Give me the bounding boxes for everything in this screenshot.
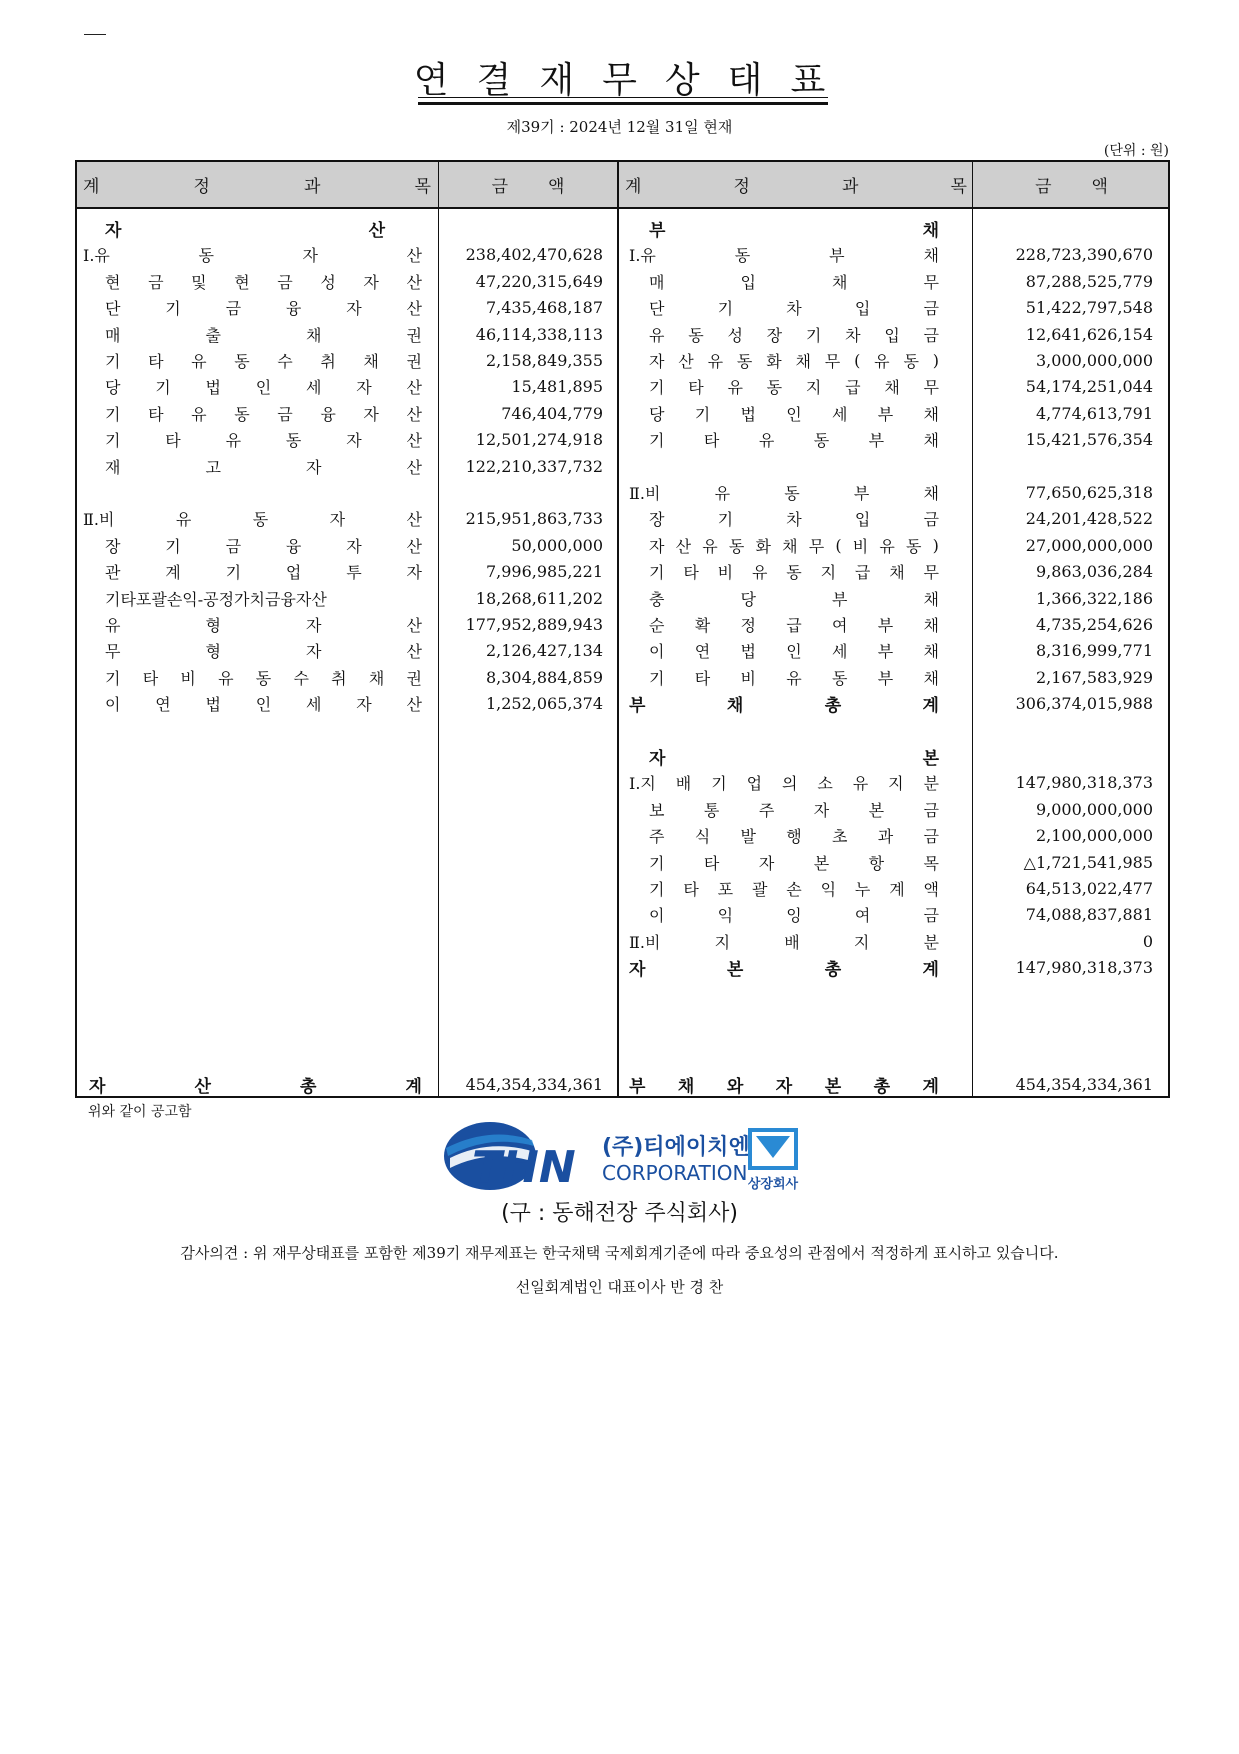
header-char: 계 bbox=[625, 176, 642, 197]
account-label bbox=[649, 452, 939, 481]
title-underline bbox=[418, 97, 828, 98]
account-label: 기 타 자 본 항 목 bbox=[649, 853, 939, 873]
account-label: 주 식 발 행 초 과 금 bbox=[649, 827, 939, 847]
account-label: 현 금 및 현 금 성 자 산 bbox=[105, 272, 422, 292]
document-title bbox=[0, 52, 1239, 103]
amount-value: 46,114,338,113 bbox=[475, 324, 603, 344]
account-label: 당 기 법 인 세 자 산 bbox=[105, 378, 422, 398]
account-label: 기 타 유 동 수 취 채 권 bbox=[105, 352, 422, 371]
amount-value: 47,220,315,649 bbox=[475, 271, 603, 291]
total-liabilities-equity-value: 454,354,334,361 bbox=[1015, 1075, 1153, 1094]
listed-badge-text: 상장회사 bbox=[747, 1177, 799, 1192]
footnote: 위와 같이 공고함 bbox=[88, 1104, 192, 1120]
account-label bbox=[649, 716, 939, 745]
amount-value: 1,366,322,186 bbox=[1035, 588, 1153, 608]
corner-mark bbox=[84, 34, 106, 35]
title-char: 재 bbox=[539, 60, 575, 101]
account-label: 유 형 자 산 bbox=[105, 616, 422, 635]
amount-value: 15,481,895 bbox=[511, 377, 603, 397]
amount-value: 8,304,884,859 bbox=[485, 667, 603, 687]
amount-value: 2,126,427,134 bbox=[485, 641, 603, 661]
header-char: 액 bbox=[548, 176, 565, 197]
account-label: Ⅱ.비 유 동 자 산 bbox=[83, 510, 422, 530]
company-logo bbox=[440, 1118, 810, 1198]
header-account-right bbox=[623, 162, 969, 206]
account-label: 부 채 총 계 bbox=[629, 696, 939, 717]
column-divider bbox=[438, 162, 439, 1096]
account-label: 자 본 총 계 bbox=[629, 960, 939, 981]
header-char: 목 bbox=[414, 176, 431, 197]
account-label: 이 익 잉 여 금 bbox=[649, 906, 939, 926]
account-label: 재 고 자 산 bbox=[105, 457, 422, 477]
header-account-left bbox=[81, 162, 433, 206]
title-char: 태 bbox=[727, 60, 763, 101]
account-label: Ⅰ.유 동 부 채 bbox=[629, 246, 939, 266]
account-label: 기 타 포 괄 손 익 누 계 액 bbox=[649, 880, 939, 899]
total-liabilities-equity-label: 부 채 와 자 본 총 계 bbox=[629, 1077, 939, 1097]
account-label: 매 입 채 무 bbox=[649, 272, 939, 292]
amount-value: 27,000,000,000 bbox=[1025, 535, 1153, 555]
total-assets-value: 454,354,334,361 bbox=[465, 1075, 603, 1094]
amount-value: 7,996,985,221 bbox=[485, 562, 603, 582]
account-label: 단 기 차 입 금 bbox=[649, 299, 939, 319]
amount-value: 8,316,999,771 bbox=[1035, 641, 1153, 661]
amount-value: 2,167,583,929 bbox=[1035, 667, 1153, 687]
amount-value: 51,422,797,548 bbox=[1025, 298, 1153, 318]
account-label: 기 타 유 동 자 산 bbox=[105, 431, 422, 451]
amount-value: 746,404,779 bbox=[501, 403, 603, 423]
title-char: 결 bbox=[476, 60, 512, 101]
account-label: 자 본 bbox=[649, 749, 939, 769]
amount-value bbox=[441, 214, 603, 243]
account-label: 기타포괄손익-공정가치금융자산 bbox=[105, 589, 327, 609]
account-label: 장 기 금 융 자 산 bbox=[105, 536, 422, 556]
account-label: 순 확 정 급 여 부 채 bbox=[649, 616, 939, 635]
amount-value: 24,201,428,522 bbox=[1025, 509, 1153, 529]
logo-english-name: CORPORATION bbox=[602, 1161, 748, 1185]
auditor-signature: 선일회계법인 대표이사 반 경 찬 bbox=[515, 1278, 724, 1296]
amount-value: 2,100,000,000 bbox=[1035, 826, 1153, 846]
amount-value bbox=[977, 214, 1153, 243]
amount-value: 122,210,337,732 bbox=[465, 456, 603, 476]
account-label: 이 연 법 인 세 자 산 bbox=[105, 695, 422, 715]
amount-value bbox=[977, 452, 1153, 481]
account-label: 당 기 법 인 세 부 채 bbox=[649, 404, 939, 424]
account-label: Ⅱ.비 유 동 부 채 bbox=[629, 484, 939, 503]
amount-value: 9,000,000,000 bbox=[1035, 799, 1153, 819]
account-label: 기 타 유 동 금 융 자 산 bbox=[105, 404, 422, 424]
account-label: 유 동 성 장 기 차 입 금 bbox=[649, 325, 939, 345]
amount-value: 3,000,000,000 bbox=[1035, 351, 1153, 370]
header-amount-right bbox=[974, 162, 1169, 206]
amount-value: 1,252,065,374 bbox=[485, 694, 603, 714]
amount-value: 238,402,470,628 bbox=[465, 245, 603, 265]
amount-value: 228,723,390,670 bbox=[1015, 245, 1153, 265]
title-char: 표 bbox=[790, 60, 826, 101]
amount-value: 77,650,625,318 bbox=[1025, 483, 1153, 502]
header-char: 액 bbox=[1091, 176, 1108, 197]
account-label: 관 계 기 업 투 자 bbox=[105, 563, 422, 583]
amount-value bbox=[977, 716, 1153, 745]
account-label: 기 타 비 유 동 부 채 bbox=[649, 668, 939, 688]
amount-value: 18,268,611,202 bbox=[475, 588, 603, 608]
amount-value: 50,000,000 bbox=[511, 535, 603, 555]
title-char: 무 bbox=[602, 60, 637, 101]
column-divider bbox=[972, 162, 973, 1096]
amount-value: 64,513,022,477 bbox=[1025, 879, 1153, 898]
account-label bbox=[105, 478, 422, 507]
account-label: 자 산 bbox=[105, 221, 385, 241]
total-assets-label: 자 산 총 계 bbox=[89, 1077, 422, 1097]
header-char: 금 bbox=[491, 176, 508, 197]
header-char: 과 bbox=[842, 176, 859, 197]
amount-value: 4,774,613,791 bbox=[1035, 403, 1153, 423]
header-char: 정 bbox=[733, 176, 750, 197]
amount-value: 7,435,468,187 bbox=[485, 298, 603, 318]
amount-value: 177,952,889,943 bbox=[465, 615, 603, 634]
amount-value: 12,501,274,918 bbox=[475, 430, 603, 450]
logo-mark-text: THN bbox=[472, 1142, 576, 1193]
title-char: 상 bbox=[664, 60, 700, 101]
header-char: 계 bbox=[83, 176, 100, 197]
account-label: 매 출 채 권 bbox=[105, 325, 422, 345]
account-label: 자 산 유 동 화 채 무 ( 유 동 ) bbox=[649, 351, 939, 371]
title-char: 연 bbox=[413, 60, 449, 101]
account-label: Ⅰ.지 배 기 업 의 소 유 지 분 bbox=[629, 774, 939, 794]
amount-value: 306,374,015,988 bbox=[1015, 694, 1153, 714]
header-char: 정 bbox=[193, 176, 210, 197]
account-label: 단 기 금 융 자 산 bbox=[105, 299, 422, 319]
amount-value: 15,421,576,354 bbox=[1025, 430, 1153, 450]
header-char: 목 bbox=[950, 176, 967, 197]
account-label: 기 타 유 동 지 급 채 무 bbox=[649, 378, 939, 398]
account-label: 장 기 차 입 금 bbox=[649, 510, 939, 530]
account-label: 무 형 자 산 bbox=[105, 642, 422, 662]
reporting-period: 제39기 : 2024년 12월 31일 현재 bbox=[506, 118, 733, 136]
amount-value bbox=[441, 478, 603, 507]
account-label: 기 타 비 유 동 수 취 채 권 bbox=[105, 668, 422, 688]
account-label: 자 산 유 동 화 채 무 ( 비 유 동 ) bbox=[649, 535, 939, 556]
amount-value: 87,288,525,779 bbox=[1025, 271, 1153, 291]
amount-value bbox=[977, 742, 1153, 771]
former-company-name: (구 : 동해전장 주식회사) bbox=[501, 1201, 738, 1226]
account-label: 보 통 주 자 본 금 bbox=[649, 800, 939, 820]
amount-value: 2,158,849,355 bbox=[485, 351, 603, 370]
account-label: Ⅰ.유 동 자 산 bbox=[83, 246, 422, 266]
header-char: 금 bbox=[1035, 176, 1052, 197]
audit-opinion: 감사의견 : 위 재무상태표를 포함한 제39기 재무제표는 한국채택 국제회계기준에 따라 중요성의 관점에서 적정하게 표시하고 있습니다. bbox=[180, 1244, 1059, 1262]
account-label: 기 타 유 동 부 채 bbox=[649, 431, 939, 451]
unit-label: (단위 : 원) bbox=[1103, 143, 1169, 159]
logo-korean-name: (주)티에이치엔 bbox=[602, 1135, 750, 1160]
amount-value: △1,721,541,985 bbox=[1023, 852, 1153, 872]
header-char: 과 bbox=[304, 176, 321, 197]
amount-value: 4,735,254,626 bbox=[1035, 615, 1153, 634]
center-divider bbox=[617, 162, 619, 1096]
title-underline-thick bbox=[418, 102, 828, 105]
account-label: Ⅱ.비 지 배 지 분 bbox=[629, 932, 939, 952]
amount-value: 9,863,036,284 bbox=[1035, 562, 1153, 582]
amount-value: 147,980,318,373 bbox=[1015, 958, 1153, 978]
balance-sheet-table bbox=[75, 160, 1170, 1098]
amount-value: 12,641,626,154 bbox=[1025, 324, 1153, 344]
account-label: 부 채 bbox=[649, 221, 939, 241]
account-label: 충 당 부 채 bbox=[649, 589, 939, 609]
account-label: 기 타 비 유 동 지 급 채 무 bbox=[649, 563, 939, 583]
amount-value: 74,088,837,881 bbox=[1025, 905, 1153, 925]
amount-value: 147,980,318,373 bbox=[1015, 773, 1153, 793]
header-amount-left bbox=[440, 162, 616, 206]
amount-value: 215,951,863,733 bbox=[465, 509, 603, 529]
amount-value: 0 bbox=[1142, 931, 1153, 951]
amount-value: 54,174,251,044 bbox=[1025, 377, 1153, 397]
account-label: 이 연 법 인 세 부 채 bbox=[649, 642, 939, 662]
